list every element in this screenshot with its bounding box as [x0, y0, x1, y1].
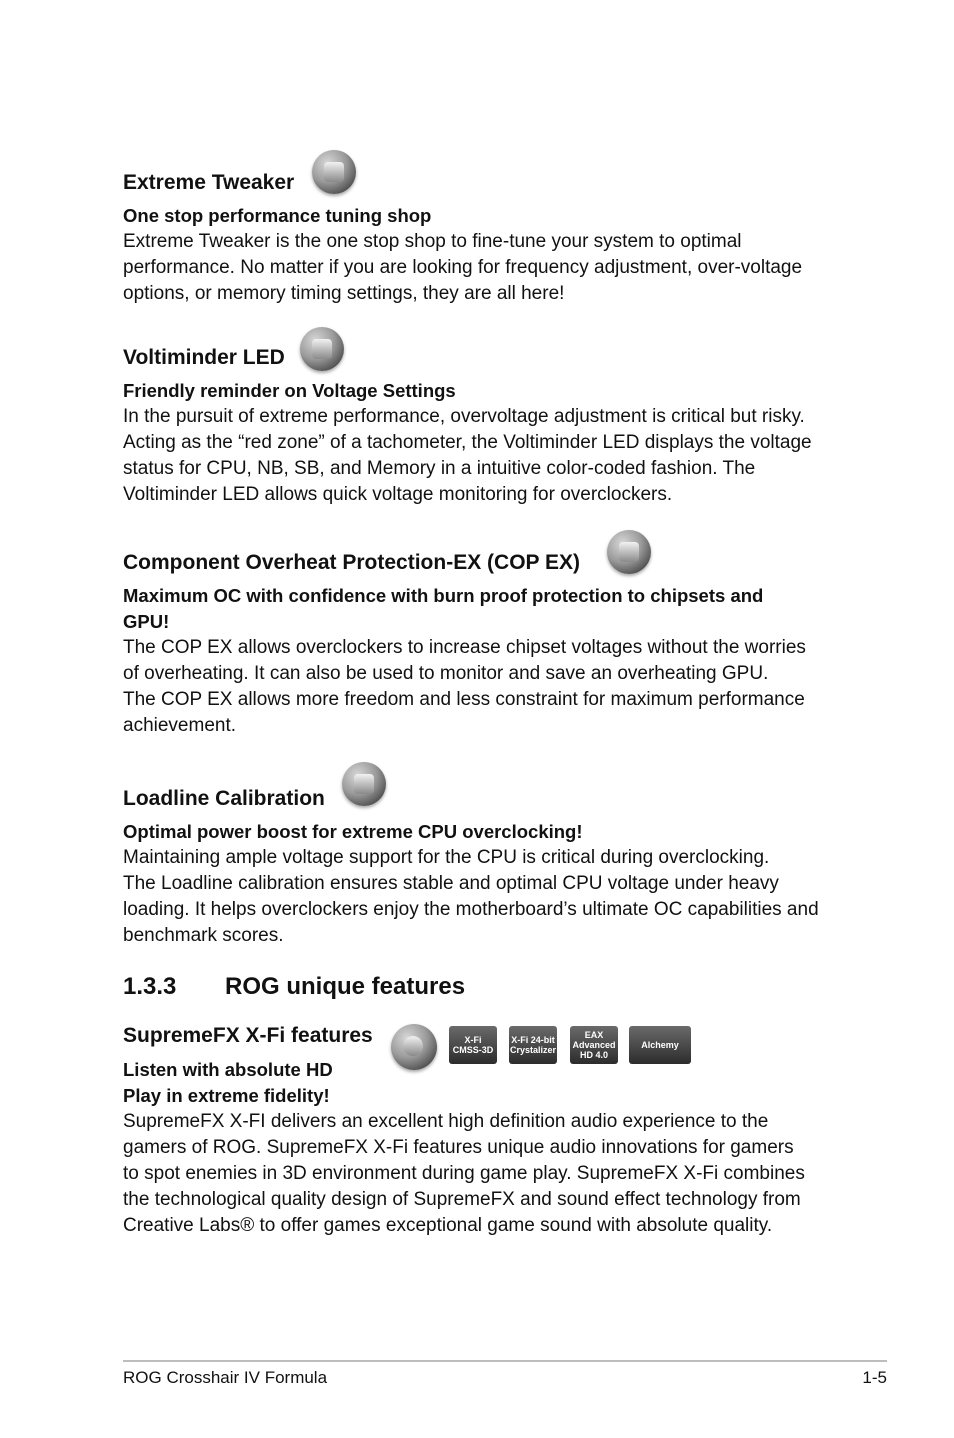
loadline-calibration-icon — [342, 762, 386, 806]
section-subtitle: Maximum OC with confidence with burn proof protection to chipsets and GPU! — [123, 585, 764, 632]
section-body: In the pursuit of extreme performance, overvoltage adjustment is critical but risky. Acting as the “red zone” of a tachometer, the Voltiminder LED displays the voltage status for CPU, NB, SB, and Memory in a intuitive color-coded fashion. The Voltiminder LED allows quick voltage monitoring for overclockers. — [123, 406, 812, 505]
cop-ex-icon — [607, 530, 651, 574]
extreme-tweaker-icon — [312, 150, 356, 194]
section-title-supremefx: SupremeFX X-Fi features — [123, 1024, 373, 1047]
section-subtitle: Optimal power boost for extreme CPU overclocking! — [123, 821, 583, 842]
eax-hd-logo: EAX Advanced HD 4.0 — [570, 1026, 618, 1064]
xfi-crystalizer-logo: X-Fi 24-bit Crystalizer — [509, 1026, 557, 1064]
footer-divider — [123, 1360, 887, 1362]
section-body: The COP EX allows overclockers to increase chipset voltages without the worries of overheating. It can also be used to monitor and save an overheating GPU. The COP EX allows more freedom and less constraint for maximum performance achievement. — [123, 637, 806, 736]
section-body: Maintaining ample voltage support for the CPU is critical during overclocking. The Loadline calibration ensures stable and optimal CPU voltage under heavy loading. It helps overclockers enjoy the motherboard’s ultimate OC capabilities and benchmark scores. — [123, 847, 819, 946]
section-title-voltiminder-led: Voltiminder LED — [123, 346, 285, 369]
section-subtitle: Friendly reminder on Voltage Settings — [123, 380, 456, 401]
section-subtitle: Listen with absolute HD — [123, 1059, 333, 1080]
section-number: 1.3.3 — [123, 973, 177, 1000]
section-subtitle: One stop performance tuning shop — [123, 205, 432, 226]
section-title-cop-ex: Component Overheat Protection-EX (COP EX) — [123, 551, 581, 574]
section-body: Extreme Tweaker is the one stop shop to fine-tune your system to optimal performance. No matter if you are looking for frequency adjustment, over-voltage options, or memory timing settings, they are all here! — [123, 231, 803, 304]
footer-page-number: 1-5 — [862, 1368, 887, 1387]
alchemy-logo: Alchemy — [629, 1026, 691, 1064]
section-title-loadline-calibration: Loadline Calibration — [123, 787, 325, 810]
section-heading-title: ROG unique features — [225, 973, 466, 1000]
footer-product-name: ROG Crosshair IV Formula — [123, 1368, 328, 1387]
section-subtitle: Play in extreme fidelity! — [123, 1085, 330, 1106]
section-heading-rog-unique-features — [123, 973, 465, 1001]
section-title-extreme-tweaker: Extreme Tweaker — [123, 171, 295, 194]
voltiminder-led-icon — [300, 327, 344, 371]
xfi-cmss3d-logo: X-Fi CMSS-3D — [449, 1026, 497, 1064]
section-body: SupremeFX X-FI delivers an excellent high definition audio experience to the gamers of ROG. SupremeFX X-Fi features unique audio innovations for gamers to spot enemies in 3D environment during game play. SupremeFX X-Fi combines the technological quality design of SupremeFX and sound effect technology from Creative Labs® to offer games exceptional game sound with absolute quality. — [123, 1111, 805, 1236]
